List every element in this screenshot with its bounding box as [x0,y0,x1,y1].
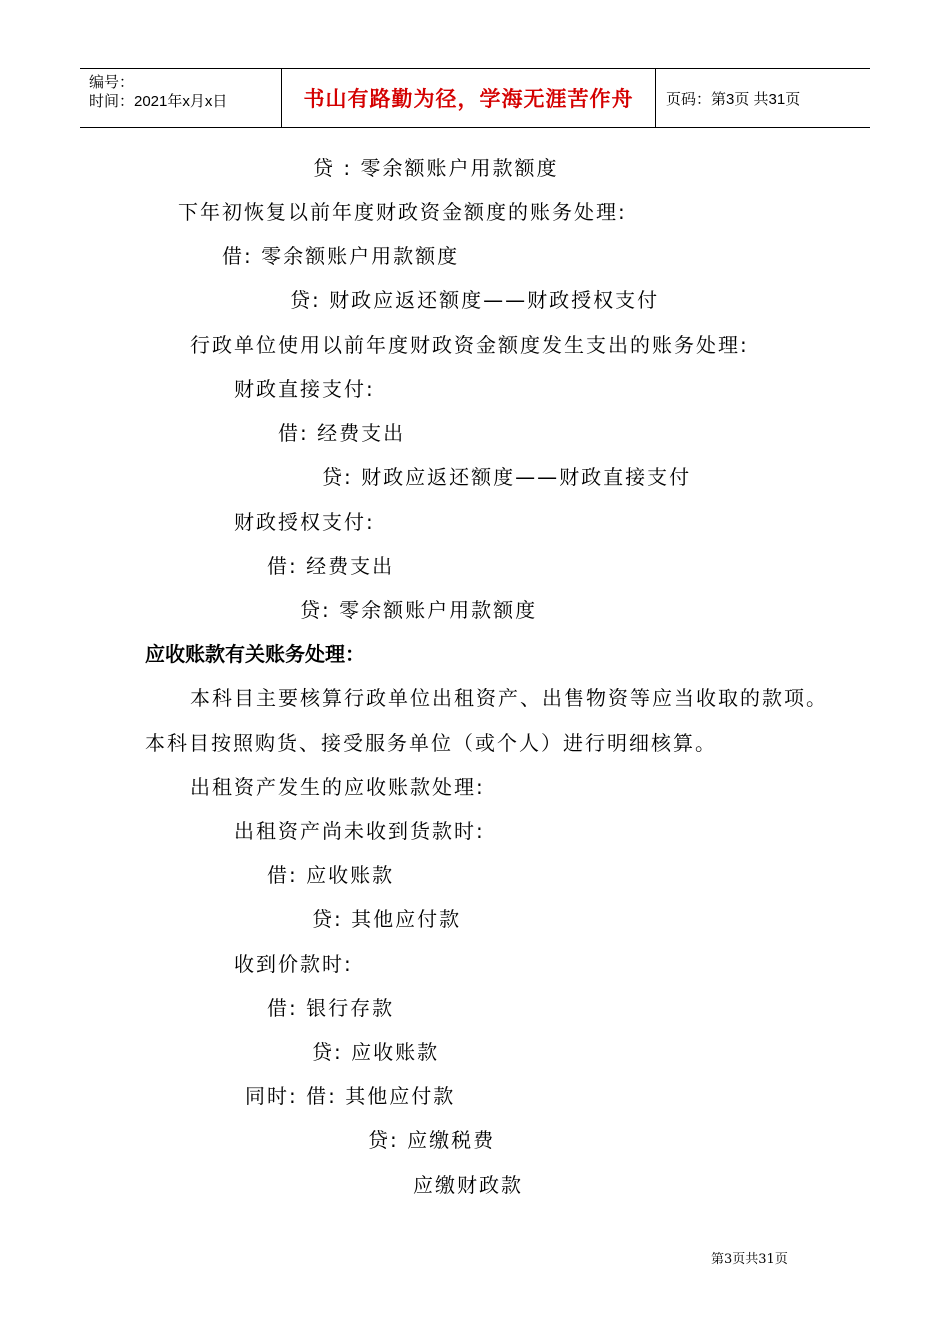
text-line: 贷: 财政应返还额度——财政直接支付 [322,465,692,489]
text-line: 财政授权支付: [234,510,375,534]
text-line: 借: 经费支出 [278,421,406,445]
text-line: 行政单位使用以前年度财政资金额度发生支出的账务处理: [190,333,749,357]
section-heading: 应收账款有关账务处理： [145,642,365,666]
text-line: 财政直接支付: [234,377,375,401]
text-line: 贷: 应收账款 [312,1040,440,1064]
text-line: 出租资产尚未收到货款时: [234,819,485,843]
text-line: 下年初恢复以前年度财政资金额度的账务处理: [178,200,627,224]
text-line: 贷: 零余额账户用款额度 [300,598,538,622]
page-header [80,68,870,128]
text-line: 借: 应收账款 [267,863,395,887]
text-line: 本科目按照购货、接受服务单位（或个人）进行明细核算。 [145,731,717,755]
header-meta [80,69,282,127]
text-line: 借: 零余额账户用款额度 [222,244,460,268]
header-motto: 书山有路勤为径，学海无涯苦作舟 [282,69,656,127]
text-line: 应缴财政款 [413,1173,523,1197]
text-line: 借: 经费支出 [267,554,395,578]
header-page-info: 页码：第3页 共31页 [666,90,801,108]
text-line: 借: 银行存款 [267,996,395,1020]
page-footer: 第3页共31页 [711,1252,788,1267]
text-line: 贷: 财政应返还额度——财政授权支付 [290,288,660,312]
time-label: 时间：2021年x月x日 [89,93,228,110]
text-line: 本科目主要核算行政单位出租资产、出售物资等应当收取的款项。 [190,686,828,710]
text-line: 同时: 借: 其他应付款 [245,1084,456,1108]
text-line: 贷: 应缴税费 [368,1128,496,1152]
text-line: 出租资产发生的应收账款处理: [190,775,485,799]
text-line: 贷: 其他应付款 [312,907,462,931]
number-label: 编号： [89,74,135,91]
text-line: 贷 : 零余额账户用款额度 [313,156,559,180]
text-line: 收到价款时: [234,952,353,976]
